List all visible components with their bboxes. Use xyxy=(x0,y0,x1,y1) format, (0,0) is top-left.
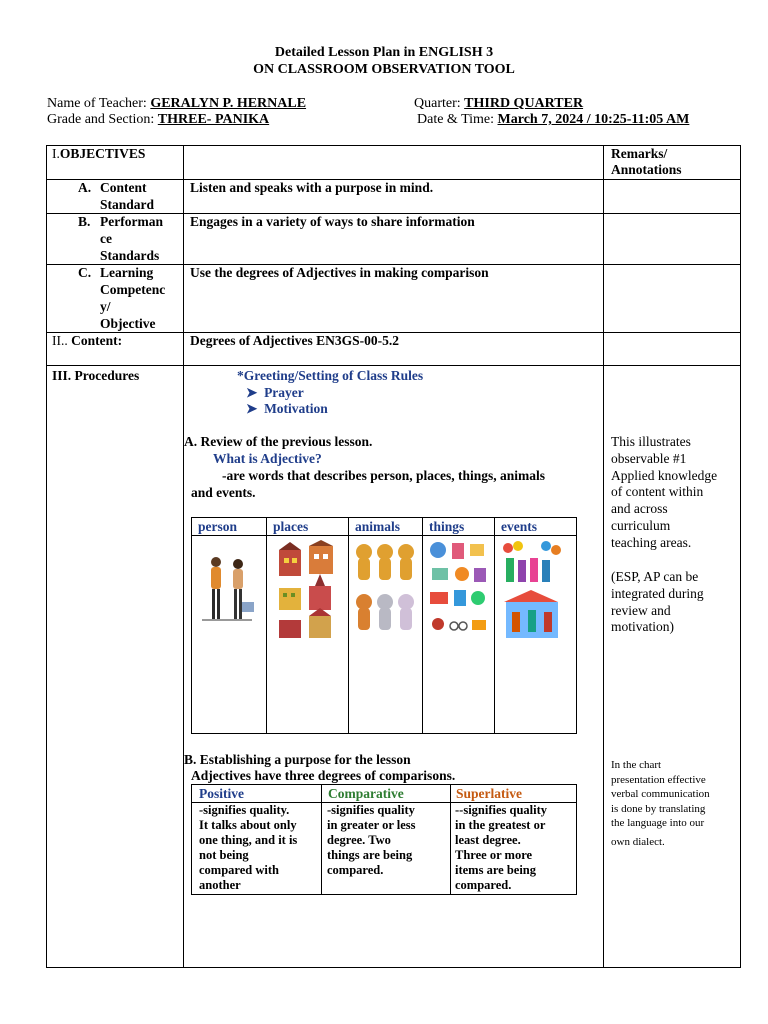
row-b-title-1: Performan xyxy=(100,214,163,229)
category-person: person xyxy=(198,519,238,534)
comparative-line: -signifies quality xyxy=(327,803,415,817)
categories-header-divider xyxy=(192,535,576,536)
row-b-label: B. xyxy=(78,214,91,229)
degree-superlative-body xyxy=(455,803,547,893)
row-c-title-3: y/ xyxy=(100,299,111,314)
document-title: Detailed Lesson Plan in ENGLISH 3 xyxy=(274,45,494,60)
positive-line: It talks about only xyxy=(199,818,297,832)
remark-line: curriculum xyxy=(611,517,671,533)
remark-line: This illustrates xyxy=(611,434,691,449)
row-c-title-2: Competenc xyxy=(100,282,166,297)
row-divider-5 xyxy=(46,365,741,366)
arrow-bullet-icon: ➤ xyxy=(246,401,258,416)
remark-line: own dialect. xyxy=(611,835,665,848)
what-is-adjective: What is Adjective? xyxy=(213,451,322,466)
remark-line: verbal communication xyxy=(611,788,710,800)
category-events: events xyxy=(501,519,537,534)
degree-comparative-header: Comparative xyxy=(328,786,404,801)
row-c-label: C. xyxy=(78,265,92,280)
objectives-heading-text: OBJECTIVES xyxy=(59,146,146,161)
remark-line: of content within xyxy=(611,484,704,500)
remark-line: Applied knowledge xyxy=(611,467,718,483)
category-divider-3 xyxy=(422,518,423,733)
remark-line: (ESP, AP can be xyxy=(611,569,699,584)
row-b-title-3: Standards xyxy=(100,248,160,263)
bullet-prayer xyxy=(246,385,304,401)
grade-label: Grade and Section: xyxy=(47,112,158,127)
remarks-integration xyxy=(611,569,704,636)
procedures-label: III. Procedures xyxy=(52,368,140,383)
quarter-line xyxy=(414,95,583,112)
date-value: March 7, 2024 / 10:25-11:05 AM xyxy=(497,112,690,127)
superlative-line: compared. xyxy=(455,878,512,892)
purpose-heading: B. Establishing a purpose for the lesson xyxy=(184,752,411,767)
remark-line: In the chart xyxy=(611,759,662,771)
bullet-motivation xyxy=(246,401,328,417)
teacher-name: GERALYN P. HERNALE xyxy=(150,96,307,111)
teacher-label: Name of Teacher: xyxy=(47,96,151,111)
positive-line: -signifies quality. xyxy=(199,803,290,817)
degree-positive-header: Positive xyxy=(199,786,244,801)
superlative-line: in the greatest or xyxy=(455,818,546,832)
row-a-label: A. xyxy=(78,180,92,195)
remarks-observable xyxy=(611,434,717,552)
degrees-divider-1 xyxy=(321,785,322,894)
comparative-line: in greater or less xyxy=(327,818,416,832)
column-divider-1 xyxy=(183,145,184,968)
review-heading: A. Review of the previous lesson. xyxy=(184,434,373,449)
animals-illustration xyxy=(354,542,418,642)
date-line xyxy=(417,111,689,128)
positive-line: not being xyxy=(199,848,249,862)
remark-line: review and xyxy=(611,602,671,618)
comparative-line: degree. Two xyxy=(327,833,391,847)
row-a-title-2: Standard xyxy=(100,197,155,212)
row-c-title-1: Learning xyxy=(100,265,154,280)
superlative-line: items are being xyxy=(455,863,537,877)
category-divider-4 xyxy=(494,518,495,733)
superlative-line: Three or more xyxy=(455,848,533,862)
comparative-line: compared. xyxy=(327,863,384,877)
degree-superlative-header: Superlative xyxy=(456,786,522,801)
row-c-title-4: Objective xyxy=(100,316,156,331)
positive-line: compared with xyxy=(199,863,279,877)
quarter-label: Quarter: xyxy=(414,96,465,111)
grade-line xyxy=(47,111,269,128)
superlative-line: least degree. xyxy=(455,833,521,847)
date-label: Date & Time: xyxy=(417,112,498,127)
definition-line-1: -are words that describes person, places, things, animals xyxy=(222,468,546,483)
degree-positive-body xyxy=(199,803,297,893)
degree-comparative-body xyxy=(327,803,416,878)
category-divider-2 xyxy=(348,518,349,733)
content-label xyxy=(52,333,122,349)
three-degrees-text: Adjectives have three degrees of comparisons. xyxy=(191,768,456,783)
remark-line: and across xyxy=(611,501,668,517)
category-divider-1 xyxy=(266,518,267,733)
person-illustration xyxy=(202,554,257,632)
remarks-header: Remarks/ Annotations xyxy=(611,146,682,177)
category-things: things xyxy=(429,519,465,534)
teacher-line xyxy=(47,95,306,112)
learning-competency-text: Use the degrees of Adjectives in making comparison xyxy=(190,265,489,280)
superlative-line: --signifies quality xyxy=(455,803,548,817)
content-text: Degrees of Adjectives EN3GS-00-5.2 xyxy=(190,333,399,348)
remark-line: observable #1 xyxy=(611,450,687,466)
positive-line: one thing, and it is xyxy=(199,833,298,847)
remark-line: the language into our xyxy=(611,817,705,829)
content-label-text: Content: xyxy=(67,333,123,348)
document-subtitle: ON CLASSROOM OBSERVATION TOOL xyxy=(253,62,515,77)
category-places: places xyxy=(273,519,309,534)
content-label-number: II.. xyxy=(52,333,68,348)
places-illustration xyxy=(275,540,341,642)
grade-value: THREE- PANIKA xyxy=(157,112,270,127)
remark-line: presentation effective xyxy=(611,773,706,786)
degrees-divider-2 xyxy=(450,785,451,894)
quarter-value: THIRD QUARTER xyxy=(464,96,584,111)
events-illustration xyxy=(500,540,562,642)
column-divider-2 xyxy=(603,145,604,968)
objectives-heading xyxy=(52,146,145,162)
remark-line: integrated during xyxy=(611,585,704,601)
category-animals: animals xyxy=(355,519,401,534)
remark-line: teaching areas. xyxy=(611,534,692,550)
comparative-line: things are being xyxy=(327,848,413,862)
greeting-text: *Greeting/Setting of Class Rules xyxy=(237,368,424,383)
remarks-verbal xyxy=(611,758,710,849)
degrees-table xyxy=(191,784,577,895)
content-standard-text: Listen and speaks with a purpose in mind. xyxy=(190,180,434,195)
objectives-heading-number: I. xyxy=(52,146,60,161)
bullet-prayer-label: Prayer xyxy=(264,385,304,400)
remark-line: is done by translating xyxy=(611,802,706,815)
remark-line: motivation) xyxy=(611,619,674,635)
definition-line-2: and events. xyxy=(191,485,256,500)
arrow-bullet-icon: ➤ xyxy=(246,385,258,400)
adjective-categories-table xyxy=(191,517,577,734)
performance-standard-text: Engages in a variety of ways to share information xyxy=(190,214,475,229)
things-illustration xyxy=(428,540,490,644)
row-a-title-1: Content xyxy=(100,180,147,195)
row-b-title-2: ce xyxy=(100,231,112,246)
positive-line: another xyxy=(199,878,241,892)
bullet-motivation-label: Motivation xyxy=(264,401,328,416)
